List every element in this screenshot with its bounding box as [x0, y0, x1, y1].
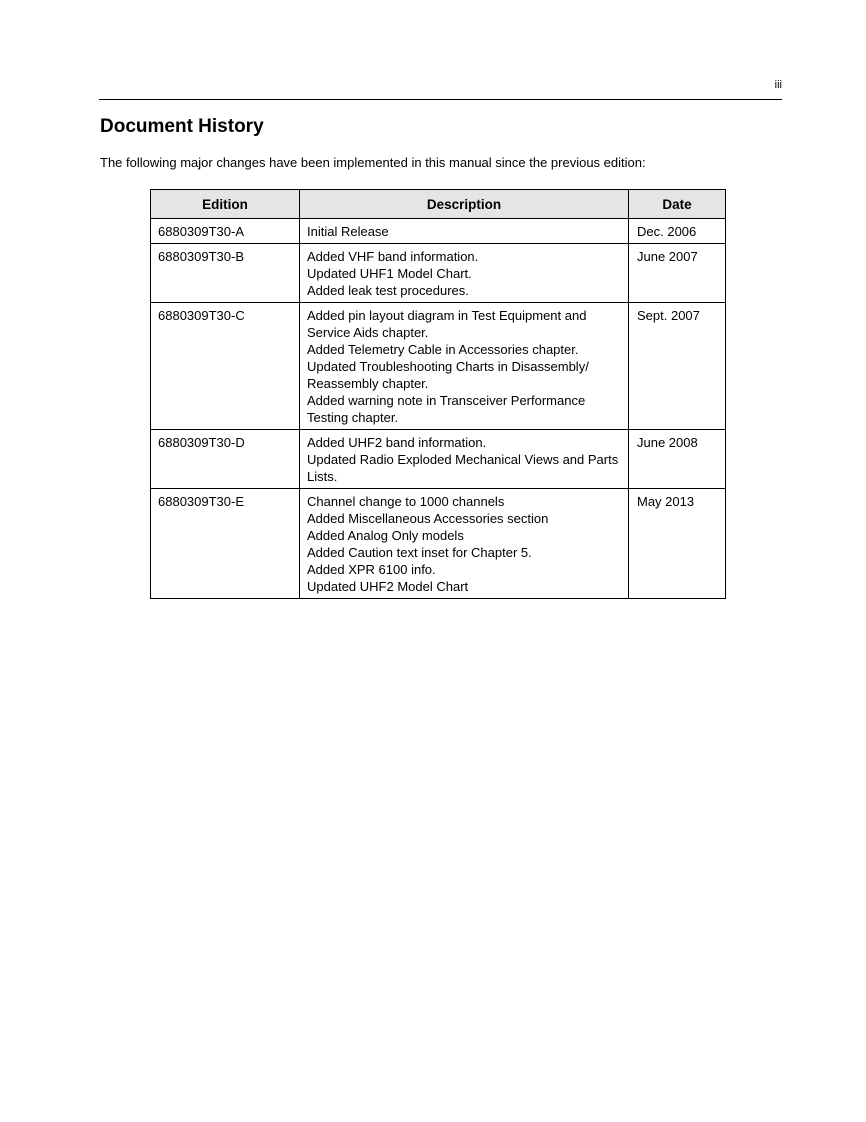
header-rule	[99, 99, 782, 100]
date-cell: Dec. 2006	[629, 219, 726, 244]
table-row	[151, 303, 726, 430]
description-line: Added pin layout diagram in Test Equipment and Service Aids chapter.	[307, 308, 587, 340]
edition-cell: 6880309T30-B	[151, 244, 300, 303]
table-row	[151, 489, 726, 599]
description-line: Added warning note in Transceiver Performance Testing chapter.	[307, 393, 586, 425]
description-line: Added XPR 6100 info.	[307, 562, 436, 577]
date-column-header: Date	[629, 190, 726, 219]
description-cell	[300, 303, 629, 430]
table-row	[151, 430, 726, 489]
table-header-row	[151, 190, 726, 219]
description-line: Added Caution text inset for Chapter 5.	[307, 545, 532, 560]
date-cell: Sept. 2007	[629, 303, 726, 430]
description-line: Updated Troubleshooting Charts in Disassembly/ Reassembly chapter.	[307, 359, 589, 391]
description-line: Added leak test procedures.	[307, 283, 469, 298]
description-line: Added Analog Only models	[307, 528, 464, 543]
edition-column-header: Edition	[151, 190, 300, 219]
edition-cell: 6880309T30-C	[151, 303, 300, 430]
date-cell: June 2007	[629, 244, 726, 303]
description-cell	[300, 489, 629, 599]
page-title: Document History	[100, 116, 264, 137]
intro-paragraph: The following major changes have been implemented in this manual since the previous edition:	[100, 155, 646, 170]
page-number: iii	[774, 79, 782, 91]
date-cell: June 2008	[629, 430, 726, 489]
description-line: Channel change to 1000 channels	[307, 494, 505, 509]
description-cell	[300, 219, 629, 244]
description-line: Added VHF band information.	[307, 249, 479, 264]
description-line: Updated UHF2 Model Chart	[307, 579, 469, 594]
description-line: Updated UHF1 Model Chart.	[307, 266, 472, 281]
date-cell: May 2013	[629, 489, 726, 599]
description-line: Added Telemetry Cable in Accessories chapter.	[307, 342, 579, 357]
description-line: Initial Release	[307, 224, 389, 239]
description-column-header: Description	[300, 190, 629, 219]
table-row	[151, 244, 726, 303]
description-line: Added UHF2 band information.	[307, 435, 487, 450]
edition-cell: 6880309T30-E	[151, 489, 300, 599]
edition-cell: 6880309T30-D	[151, 430, 300, 489]
table-row	[151, 219, 726, 244]
description-cell	[300, 244, 629, 303]
description-line: Added Miscellaneous Accessories section	[307, 511, 549, 526]
edition-cell: 6880309T30-A	[151, 219, 300, 244]
document-history-table	[150, 189, 726, 599]
description-cell	[300, 430, 629, 489]
description-line: Updated Radio Exploded Mechanical Views and Parts Lists.	[307, 452, 619, 484]
